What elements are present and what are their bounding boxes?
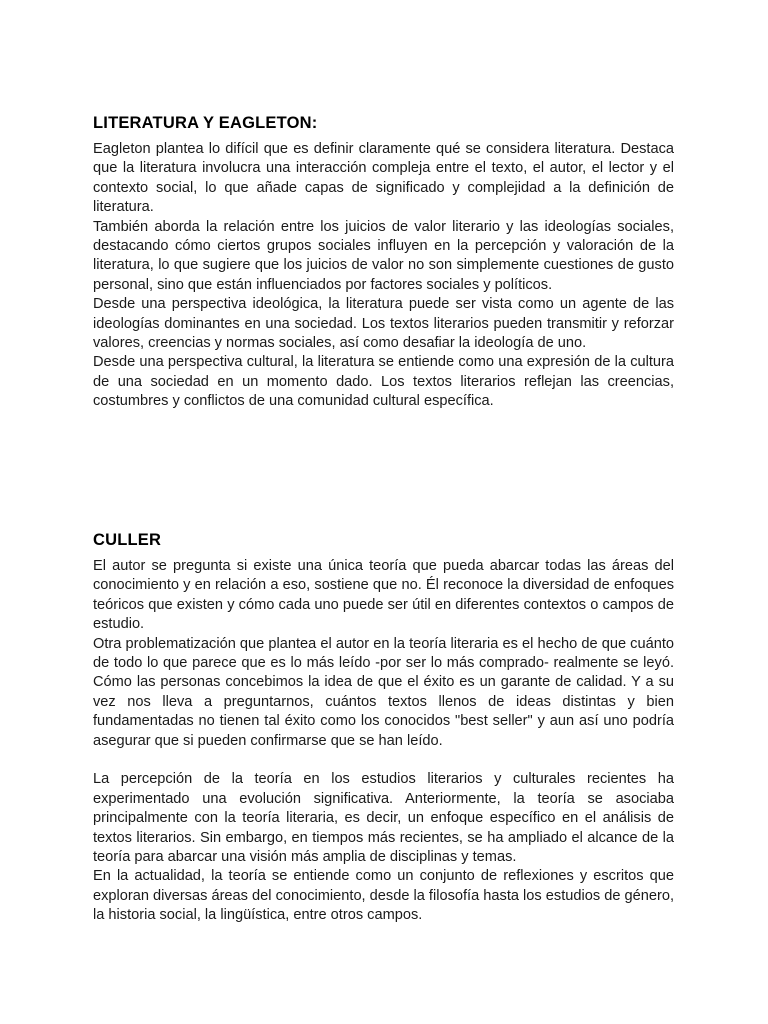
paragraph: El autor se pregunta si existe una única teoría que pueda abarcar todas las áreas del conocimiento y en relación a eso, sostiene que no. Él reconoce la diversidad de enfoques teóricos que existen y cómo cada uno puede ser útil en diferentes contextos o campos de estudio. — [93, 558, 674, 633]
document-page — [93, 0, 674, 1024]
section-heading: LITERATURA Y EAGLETON: — [93, 114, 318, 132]
paragraph: Otra problematización que plantea el autor en la teoría literaria es el hecho de que cuánto de todo lo que parece que es lo más leído -por ser lo más comprado- realmente se leyó. Cómo las personas concebimos la idea de que el éxito es un garante de calidad. Y a su vez nos lleva a preguntarnos, cuántos textos llenos de ideas distintas y bien fundamentadas no tienen tal éxito como los conocidos "best seller" y aun así uno podría asegurar que si pueden confirmarse que se han leído. — [93, 635, 674, 749]
section-eagleton — [93, 112, 674, 412]
paragraph: Desde una perspectiva ideológica, la literatura puede ser vista como un agente de las ideologías dominantes en una sociedad. Los textos literarios pueden transmitir y reforzar valores, creencias y normas sociales, así como desafiar la ideología de uno. — [93, 296, 674, 352]
section-heading: CULLER — [93, 531, 162, 549]
paragraph: Desde una perspectiva cultural, la literatura se entiende como una expresión de la cultura de una sociedad en un momento dado. Los textos literarios reflejan las creencias, costumbres y conflictos de una comunidad cultural específica. — [93, 354, 674, 410]
section-culler — [93, 529, 674, 926]
paragraph: También aborda la relación entre los juicios de valor literario y las ideologías sociales, destacando cómo ciertos grupos sociales influyen en la percepción y valoración de la literatura, lo que sugiere que los juicios de valor no son simplemente cuestiones de gusto personal, sino que están influenciados por factores sociales y políticos. — [93, 218, 674, 293]
paragraph: Eagleton plantea lo difícil que es definir claramente qué se considera literatura. Destaca que la literatura involucra una interacción compleja entre el texto, el autor, el lector y el contexto social, lo que añade capas de significado y complejidad a la definición de literatura. — [93, 141, 674, 216]
paragraph-spacer — [93, 751, 674, 770]
paragraph: En la actualidad, la teoría se entiende como un conjunto de reflexiones y escritos que exploran diversas áreas del conocimiento, desde la filosofía hasta los estudios de género, la historia social, la lingüística, entre otros campos. — [93, 868, 674, 924]
paragraph: La percepción de la teoría en los estudios literarios y culturales recientes ha experimentado una evolución significativa. Anteriormente, la teoría se asociaba principalmente con la teoría literaria, es decir, un enfoque específico en el análisis de textos literarios. Sin embargo, en tiempos más recientes, se ha ampliado el alcance de la teoría para abarcar una visión más amplia de disciplinas y temas. — [93, 771, 674, 866]
